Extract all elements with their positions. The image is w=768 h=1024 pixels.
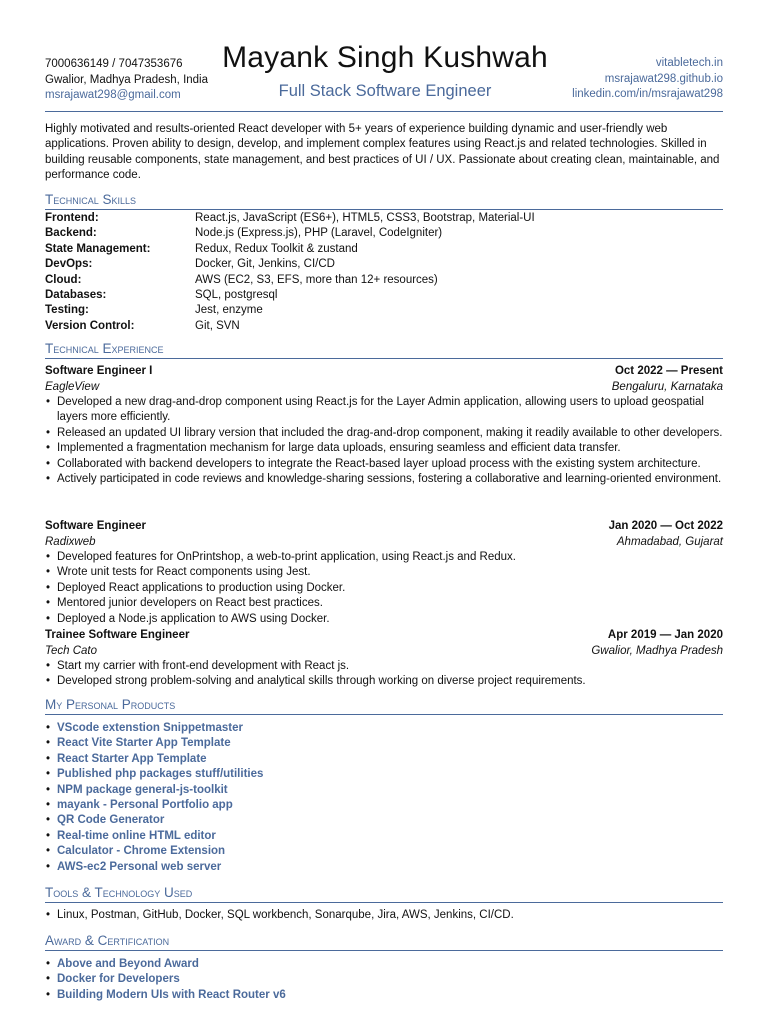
list-item: • Wrote unit tests for React components using Jest. [45, 565, 723, 580]
job-place: Gwalior, Madhya Pradesh [591, 644, 723, 657]
skill-row: DevOps: Docker, Git, Jenkins, CI/CD [45, 258, 335, 271]
section-title-experience: Technical Experience [45, 341, 723, 359]
product-link[interactable]: • Calculator - Chrome Extension [45, 844, 723, 859]
github-link[interactable]: msrajawat298.github.io [604, 72, 723, 85]
product-link[interactable]: • Published php packages stuff/utilities [45, 767, 723, 782]
job-bullets [45, 659, 723, 690]
skill-row: State Management: Redux, Redux Toolkit & zustand [45, 242, 358, 255]
list-item: • Deployed a Node.js application to AWS using Docker. [45, 612, 723, 627]
website-link[interactable]: vitabletech.in [655, 57, 723, 69]
awards-block [45, 957, 723, 1003]
location: Gwalior, Madhya Pradesh, India [45, 73, 209, 86]
list-item: • Mentored junior developers on React best practices. [45, 596, 723, 611]
job-dates: Oct 2022 — Present [614, 365, 723, 377]
candidate-name: Mayank Singh Kushwah [222, 41, 548, 74]
job-entry-techcato [45, 628, 723, 690]
job-dates: Jan 2020 — Oct 2022 [608, 520, 723, 532]
list-item: • Collaborated with backend developers to integrate the React-based layer upload process with the existing system architecture. [45, 457, 723, 472]
job-role: Software Engineer I [45, 365, 153, 377]
list-item: • Deployed React applications to production using Docker. [45, 581, 723, 596]
candidate-role: Full Stack Software Engineer [278, 82, 492, 100]
contact-right [572, 56, 723, 103]
tools-block [45, 908, 723, 923]
skill-row: Version Control: Git, SVN [45, 319, 240, 332]
list-item: • Developed features for OnPrintshop, a web-to-print application, using React.js and Redux. [45, 550, 723, 565]
section-title-tools: Tools & Technology Used [45, 885, 723, 903]
job-company: Radixweb [45, 535, 96, 548]
product-link[interactable]: • React Starter App Template [45, 752, 723, 767]
list-item: • Developed a new drag-and-drop component using React.js for the Layer Admin application, allowing users to upload geospatial layers more efficiently. [45, 395, 723, 426]
skill-row: Testing: Jest, enzyme [45, 304, 263, 317]
skill-row: Backend: Node.js (Express.js), PHP (Laravel, CodeIgniter) [45, 227, 443, 240]
linkedin-link[interactable]: linkedin.com/in/msrajawat298 [572, 88, 723, 100]
job-bullets [45, 395, 723, 487]
product-link[interactable]: • QR Code Generator [45, 813, 723, 828]
summary-paragraph: Highly motivated and results-oriented React developer with 5+ years of experience building dynamic and user-friendly web applications. Proven ability to design, develop, and implement complex features using React.js and related technologies. Skilled in building reusable components, state management, and best practices of UI / UX. Passionate about creating clean, maintainable, and performance code. [45, 123, 720, 182]
list-item: • Implemented a fragmentation mechanism for large data uploads, ensuring seamless and efficient data transfer. [45, 441, 723, 456]
list-item: • Actively participated in code reviews and knowledge-sharing sessions, fostering a collaborative and learning-oriented environment. [45, 472, 723, 487]
product-link[interactable]: • Real-time online HTML editor [45, 829, 723, 844]
products-list-block [45, 721, 723, 875]
header-divider [45, 111, 723, 112]
phone-numbers: 7000636149 / 7047353676 [45, 58, 183, 70]
job-company: Tech Cato [45, 644, 97, 657]
job-entry-radixweb [45, 519, 723, 627]
job-company: EagleView [45, 380, 100, 393]
award-link[interactable]: • Docker for Developers [45, 972, 723, 987]
name-block [200, 40, 570, 102]
product-link[interactable]: • AWS-ec2 Personal web server [45, 860, 723, 875]
job-entry-eagleview [45, 364, 723, 487]
skills-table [45, 211, 725, 334]
section-title-awards: Award & Certification [45, 933, 723, 951]
email-link[interactable]: msrajawat298@gmail.com [45, 89, 181, 101]
products-list [45, 721, 723, 875]
list-item: • Developed strong problem-solving and analytical skills through working on diverse project requirements. [45, 674, 723, 689]
list-item: • Start my carrier with front-end development with React js. [45, 659, 723, 674]
list-item: • Released an updated UI library version that included the drag-and-drop component, making it readily available to other developers. [45, 426, 723, 441]
tools-list: • Linux, Postman, GitHub, Docker, SQL workbench, Sonarqube, Jira, AWS, Jenkins, CI/CD. [45, 908, 723, 923]
section-title-skills: Technical Skills [45, 192, 723, 210]
award-link[interactable]: • Above and Beyond Award [45, 957, 723, 972]
job-place: Bengaluru, Karnataka [611, 380, 723, 393]
section-title-products: My Personal Products [45, 697, 723, 715]
product-link[interactable]: • VScode extenstion Snippetmaster [45, 721, 723, 736]
award-link[interactable]: • Building Modern UIs with React Router v6 [45, 988, 723, 1003]
awards-list [45, 957, 723, 1003]
job-role: Software Engineer [45, 520, 146, 532]
skill-row: Databases: SQL, postgresql [45, 288, 278, 301]
product-link[interactable]: • mayank - Personal Portfolio app [45, 798, 723, 813]
skill-row: Frontend: React.js, JavaScript (ES6+), HTML5, CSS3, Bootstrap, Material-UI [45, 212, 535, 224]
product-link[interactable]: • NPM package general-js-toolkit [45, 783, 723, 798]
job-dates: Apr 2019 — Jan 2020 [607, 629, 723, 641]
contact-left [45, 57, 208, 104]
job-place: Ahmadabad, Gujarat [616, 535, 723, 548]
product-link[interactable]: • React Vite Starter App Template [45, 736, 723, 751]
job-role: Trainee Software Engineer [45, 629, 190, 641]
skill-row: Cloud: AWS (EC2, S3, EFS, more than 12+ resources) [45, 273, 438, 286]
job-bullets [45, 550, 723, 627]
